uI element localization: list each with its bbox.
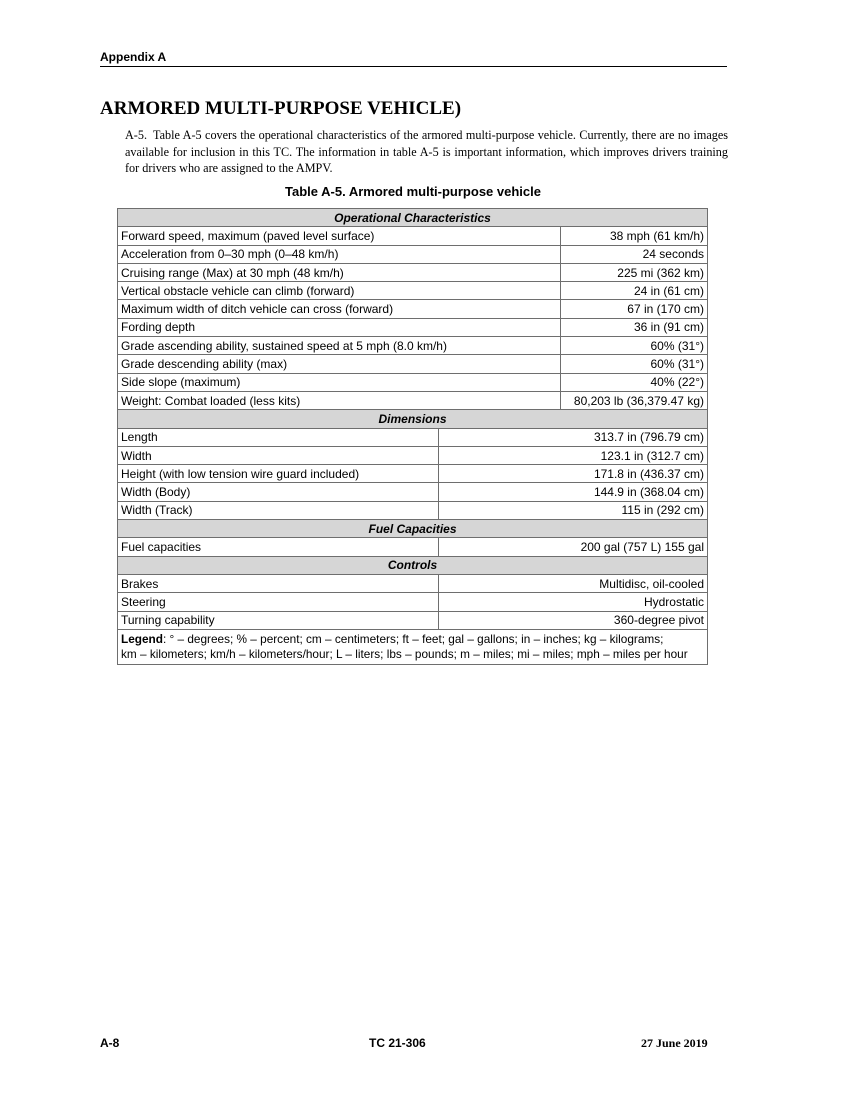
page-number: A-8 [100,1036,120,1050]
running-header: Appendix A [100,50,727,67]
table-row [118,227,708,245]
intro-paragraph [125,127,728,177]
row-value: 115 in (292 cm) [439,501,708,519]
table-row [118,593,708,611]
row-value: 60% (31°) [561,355,708,373]
section-title: ARMORED MULTI-PURPOSE VEHICLE) [100,98,462,119]
row-label: Brakes [118,574,439,592]
row-label: Vertical obstacle vehicle can climb (forward) [118,282,561,300]
section-header-row [118,209,708,227]
row-value: 36 in (91 cm) [561,318,708,336]
row-value: Multidisc, oil-cooled [439,574,708,592]
row-label: Cruising range (Max) at 30 mph (48 km/h) [118,263,561,281]
row-value: 67 in (170 cm) [561,300,708,318]
vehicle-characteristics-table [117,208,708,665]
paragraph-number: A-5. [125,128,148,142]
section-header-row [118,410,708,428]
legend-line-2: km – kilometers; km/h – kilometers/hour; L – liters; lbs – pounds; m – miles; mi – miles; mph – miles per hour [121,646,688,661]
table-body [118,209,708,665]
row-label: Forward speed, maximum (paved level surface) [118,227,561,245]
legend-line-1: : ° – degrees; % – percent; cm – centimeters; ft – feet; gal – gallons; in – inches; kg – kilograms; [162,631,664,646]
row-value: 225 mi (362 km) [561,263,708,281]
table-row [118,391,708,409]
row-value: 171.8 in (436.37 cm) [439,465,708,483]
row-label: Acceleration from 0–30 mph (0–48 km/h) [118,245,561,263]
table-row [118,574,708,592]
row-value: Hydrostatic [439,593,708,611]
row-label: Width [118,446,439,464]
table-caption: Table A-5. Armored multi-purpose vehicle [285,184,541,199]
row-value: 40% (22°) [561,373,708,391]
table-row [118,373,708,391]
section-heading: Controls [118,556,708,574]
legend-cell [118,629,708,664]
row-label: Maximum width of ditch vehicle can cross (forward) [118,300,561,318]
table-row [118,355,708,373]
row-label: Turning capability [118,611,439,629]
table-row [118,282,708,300]
section-header-row [118,520,708,538]
section-heading: Fuel Capacities [118,520,708,538]
row-label: Fuel capacities [118,538,439,556]
table-row [118,337,708,355]
row-label: Weight: Combat loaded (less kits) [118,391,561,409]
publication-date: 27 June 2019 [641,1036,708,1050]
row-label: Grade ascending ability, sustained speed at 5 mph (8.0 km/h) [118,337,561,355]
publication-id: TC 21-306 [369,1036,426,1050]
row-value: 360-degree pivot [439,611,708,629]
table-row [118,318,708,336]
table-row [118,538,708,556]
row-label: Fording depth [118,318,561,336]
legend-row [118,629,708,664]
table-row [118,446,708,464]
row-value: 313.7 in (796.79 cm) [439,428,708,446]
row-value: 80,203 lb (36,379.47 kg) [561,391,708,409]
row-value: 38 mph (61 km/h) [561,227,708,245]
row-value: 200 gal (757 L) 155 gal [439,538,708,556]
row-label: Steering [118,593,439,611]
row-value: 24 seconds [561,245,708,263]
section-heading: Operational Characteristics [118,209,708,227]
table-row [118,501,708,519]
row-value: 60% (31°) [561,337,708,355]
table-row [118,483,708,501]
row-label: Width (Body) [118,483,439,501]
row-label: Side slope (maximum) [118,373,561,391]
table-row [118,300,708,318]
table-row [118,465,708,483]
row-label: Width (Track) [118,501,439,519]
row-value: 24 in (61 cm) [561,282,708,300]
row-value: 144.9 in (368.04 cm) [439,483,708,501]
row-label: Length [118,428,439,446]
table-row [118,428,708,446]
table-row [118,611,708,629]
table-row [118,245,708,263]
section-header-row [118,556,708,574]
table-row [118,263,708,281]
row-label: Height (with low tension wire guard included) [118,465,439,483]
row-value: 123.1 in (312.7 cm) [439,446,708,464]
row-label: Grade descending ability (max) [118,355,561,373]
legend-label: Legend [121,631,163,646]
paragraph-text: Table A-5 covers the operational characteristics of the armored multi-purpose vehicle. Currently, there are no images available for inclusion in this TC. The information in table A-5 is important information, which improves drivers training for drivers who are assigned to the AMPV. [125,128,728,175]
section-heading: Dimensions [118,410,708,428]
